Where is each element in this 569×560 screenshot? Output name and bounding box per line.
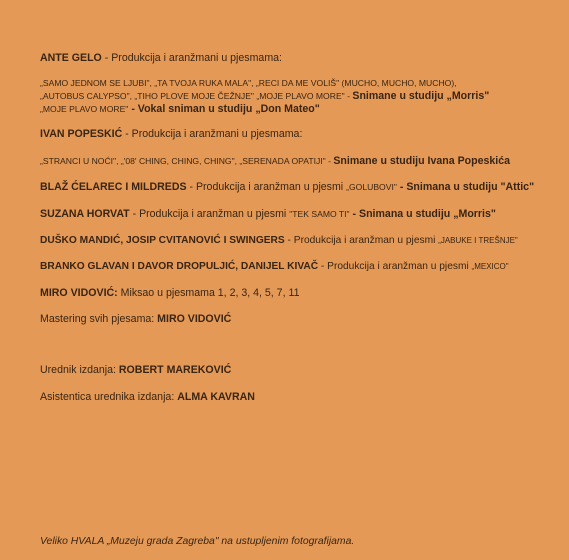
credit-name: ANTE GELO — [40, 52, 102, 64]
studio-note: - Snimana u studiju "Attic" — [396, 181, 535, 193]
credit-role: - Produkcija i aranžman u pjesmi — [284, 235, 439, 246]
song-list: „STRANCI U NOĆI", „'08' CHING, CHING, CHING", „SERENADA OPATIJI" - — [40, 156, 334, 166]
credit-name: BRANKO GLAVAN I DAVOR DROPULJIĆ, DANIJEL KIVAČ — [40, 261, 319, 272]
credit-name: BLAŽ ĆELAREC I MILDREDS — [40, 181, 187, 193]
studio-note: - Snimana u studiju „Morris" — [349, 208, 496, 220]
thanks-text-end: na ustupljenim fotografijama. — [218, 536, 355, 547]
credit-role: - Produkcija i aranžman u pjesmi — [129, 208, 290, 220]
credit-role: Miksao u pjesmama 1, 2, 3, 4, 5, 7, 11 — [117, 287, 300, 299]
credit-role: - Produkcija i aranžmani u pjesmama: — [101, 52, 282, 64]
credit-mastering — [40, 312, 231, 326]
credit-asistentica — [40, 390, 255, 404]
thanks-text: Veliko HVALA — [40, 536, 107, 547]
song-list: „AUTOBUS CALYPSO", „TIHO PLOVE MOJE ČEŽNJE" „MOJE PLAVO MORE" - — [40, 91, 353, 101]
credit-ante-gelo-songs-2 — [40, 89, 489, 103]
credit-label: Urednik izdanja: — [40, 364, 119, 376]
credit-miro-vidovic — [40, 286, 299, 300]
credit-role: - Produkcija i aranžman u pjesmi — [318, 261, 472, 272]
song-title: „MEXICO" — [471, 262, 509, 271]
song-title: „JABUKE I TREŠNJE" — [438, 236, 518, 245]
credit-ante-gelo — [40, 51, 282, 65]
credit-ante-gelo-songs-3 — [40, 102, 320, 116]
song-list: „MOJE PLAVO MORE" — [40, 104, 129, 114]
credit-suzana-horvat — [40, 207, 496, 221]
museum-name: „Muzeju grada Zagreba" — [106, 536, 219, 547]
credit-ivan-popeskic-songs — [40, 154, 510, 168]
credit-name: ALMA KAVRAN — [177, 391, 255, 403]
credit-label: Mastering svih pjesama: — [40, 313, 158, 325]
credit-role: - Produkcija i aranžmani u pjesmama: — [122, 128, 303, 140]
credit-name: ROBERT MAREKOVIĆ — [118, 364, 232, 376]
thanks-note — [40, 536, 354, 547]
credit-name: MIRO VIDOVIĆ — [157, 313, 232, 325]
studio-note: Snimane u studiju „Morris" — [352, 90, 490, 102]
credit-branko-glavan — [40, 260, 509, 274]
song-list: „SAMO JEDNOM SE LJUBI", „TA TVOJA RUKA MALA", „RECI DA ME VOLIŠ" (MUCHO, MUCHO, MUCHO), — [40, 78, 457, 88]
credit-dusko-mandic — [40, 234, 518, 248]
song-title: "TEK SAMO TI" — [289, 209, 350, 219]
credit-ivan-popeskic — [40, 127, 302, 141]
credit-ante-gelo-songs-1 — [40, 76, 457, 90]
studio-note: - Vokal sniman u studiju „Don Mateo" — [128, 103, 320, 115]
credit-name: MIRO VIDOVIĆ: — [40, 287, 118, 299]
credit-name: SUZANA HORVAT — [40, 208, 130, 220]
credit-role: - Produkcija i aranžman u pjesmi — [186, 181, 347, 193]
credit-label: Asistentica urednika izdanja: — [40, 391, 178, 403]
credit-blaz-celarec — [40, 180, 534, 194]
credit-urednik — [40, 363, 231, 377]
credit-name: DUŠKO MANDIĆ, JOSIP CVITANOVIĆ I SWINGERS — [40, 235, 285, 246]
song-title: „GOLUBOVI" — [346, 182, 397, 192]
studio-note: Snimane u studiju Ivana Popeskića — [333, 155, 510, 167]
credit-name: IVAN POPESKIĆ — [40, 128, 123, 140]
